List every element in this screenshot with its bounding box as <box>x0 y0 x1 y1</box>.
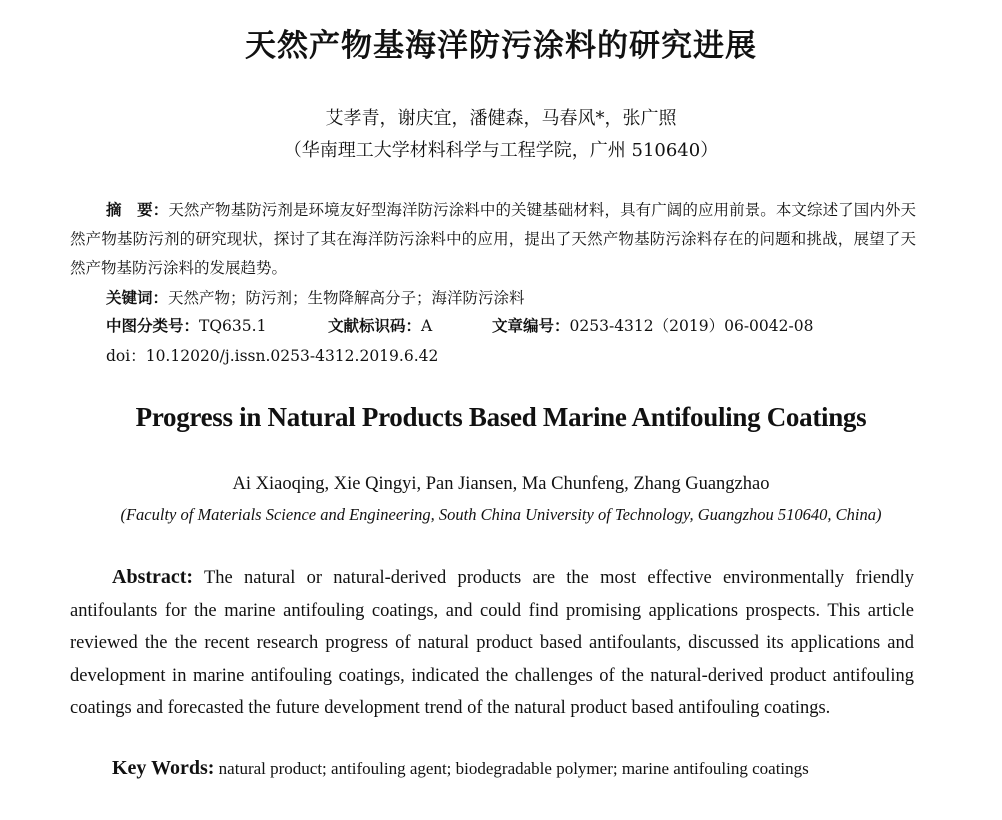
chinese-affiliation: （华南理工大学材料科学与工程学院，广州 510640） <box>283 140 719 161</box>
english-title: Progress in Natural Products Based Marine Antifouling Coatings <box>135 402 867 432</box>
english-authors: Ai Xiaoqing, Xie Qingyi, Pan Jiansen, Ma Chunfeng, Zhang Guangzhao <box>232 474 770 494</box>
document-code-label: 文献标识码： <box>328 317 422 335</box>
english-keywords-label: Key Words: <box>112 757 215 779</box>
chinese-authors: 艾孝青，谢庆宜，潘健森，马春风*，张广照 <box>325 108 677 129</box>
chinese-abstract <box>70 196 916 283</box>
chinese-keywords-text: 天然产物；防污剂；生物降解高分子；海洋防污涂料 <box>168 289 525 307</box>
chinese-keywords <box>106 286 525 308</box>
english-abstract <box>70 561 914 725</box>
clc-number <box>106 314 266 336</box>
english-abstract-text: The natural or natural-derived products are the most effective environmentally friendly antifoulants for the marine antifouling coatings, and could find promising applications prospects. This article reviewed the the recent research progress of natural product based antifoulants, discussed its applications and development in marine antifouling coatings, indicated the challenges of the natural-derived product antifouling coatings and forecasted the future development trend of the natural product based antifouling coatings. <box>70 568 914 718</box>
clc-label: 中图分类号： <box>106 317 200 335</box>
document-code-value: A <box>421 317 433 335</box>
chinese-title: 天然产物基海洋防污涂料的研究进展 <box>245 28 757 64</box>
chinese-keywords-label: 关键词： <box>106 289 169 307</box>
document-code <box>328 314 432 336</box>
article-number <box>492 314 813 336</box>
article-number-value: 0253-4312（2019）06-0042-08 <box>569 317 814 335</box>
chinese-abstract-label: 摘 要： <box>106 201 169 219</box>
english-affiliation: (Faculty of Materials Science and Engineering, South China University of Technology, Guangzhou 510640, China) <box>120 505 882 524</box>
chinese-abstract-text: 天然产物基防污剂是环境友好型海洋防污涂料中的关键基础材料，具有广阔的应用前景。本文综述了国内外天然产物基防污剂的研究现状，探讨了其在海洋防污涂料中的应用，提出了天然产物基防污涂料存在的问题和挑战，展望了天然产物基防污涂料的发展趋势。 <box>70 201 916 277</box>
english-keywords <box>112 757 922 780</box>
english-abstract-label: Abstract: <box>112 566 194 588</box>
article-number-label: 文章编号： <box>492 317 570 335</box>
english-keywords-text: natural product; antifouling agent; biodegradable polymer; marine antifouling coatings <box>214 759 809 778</box>
clc-value: TQ635.1 <box>199 317 267 335</box>
doi: doi：10.12020/j.issn.0253-4312.2019.6.42 <box>106 347 439 365</box>
